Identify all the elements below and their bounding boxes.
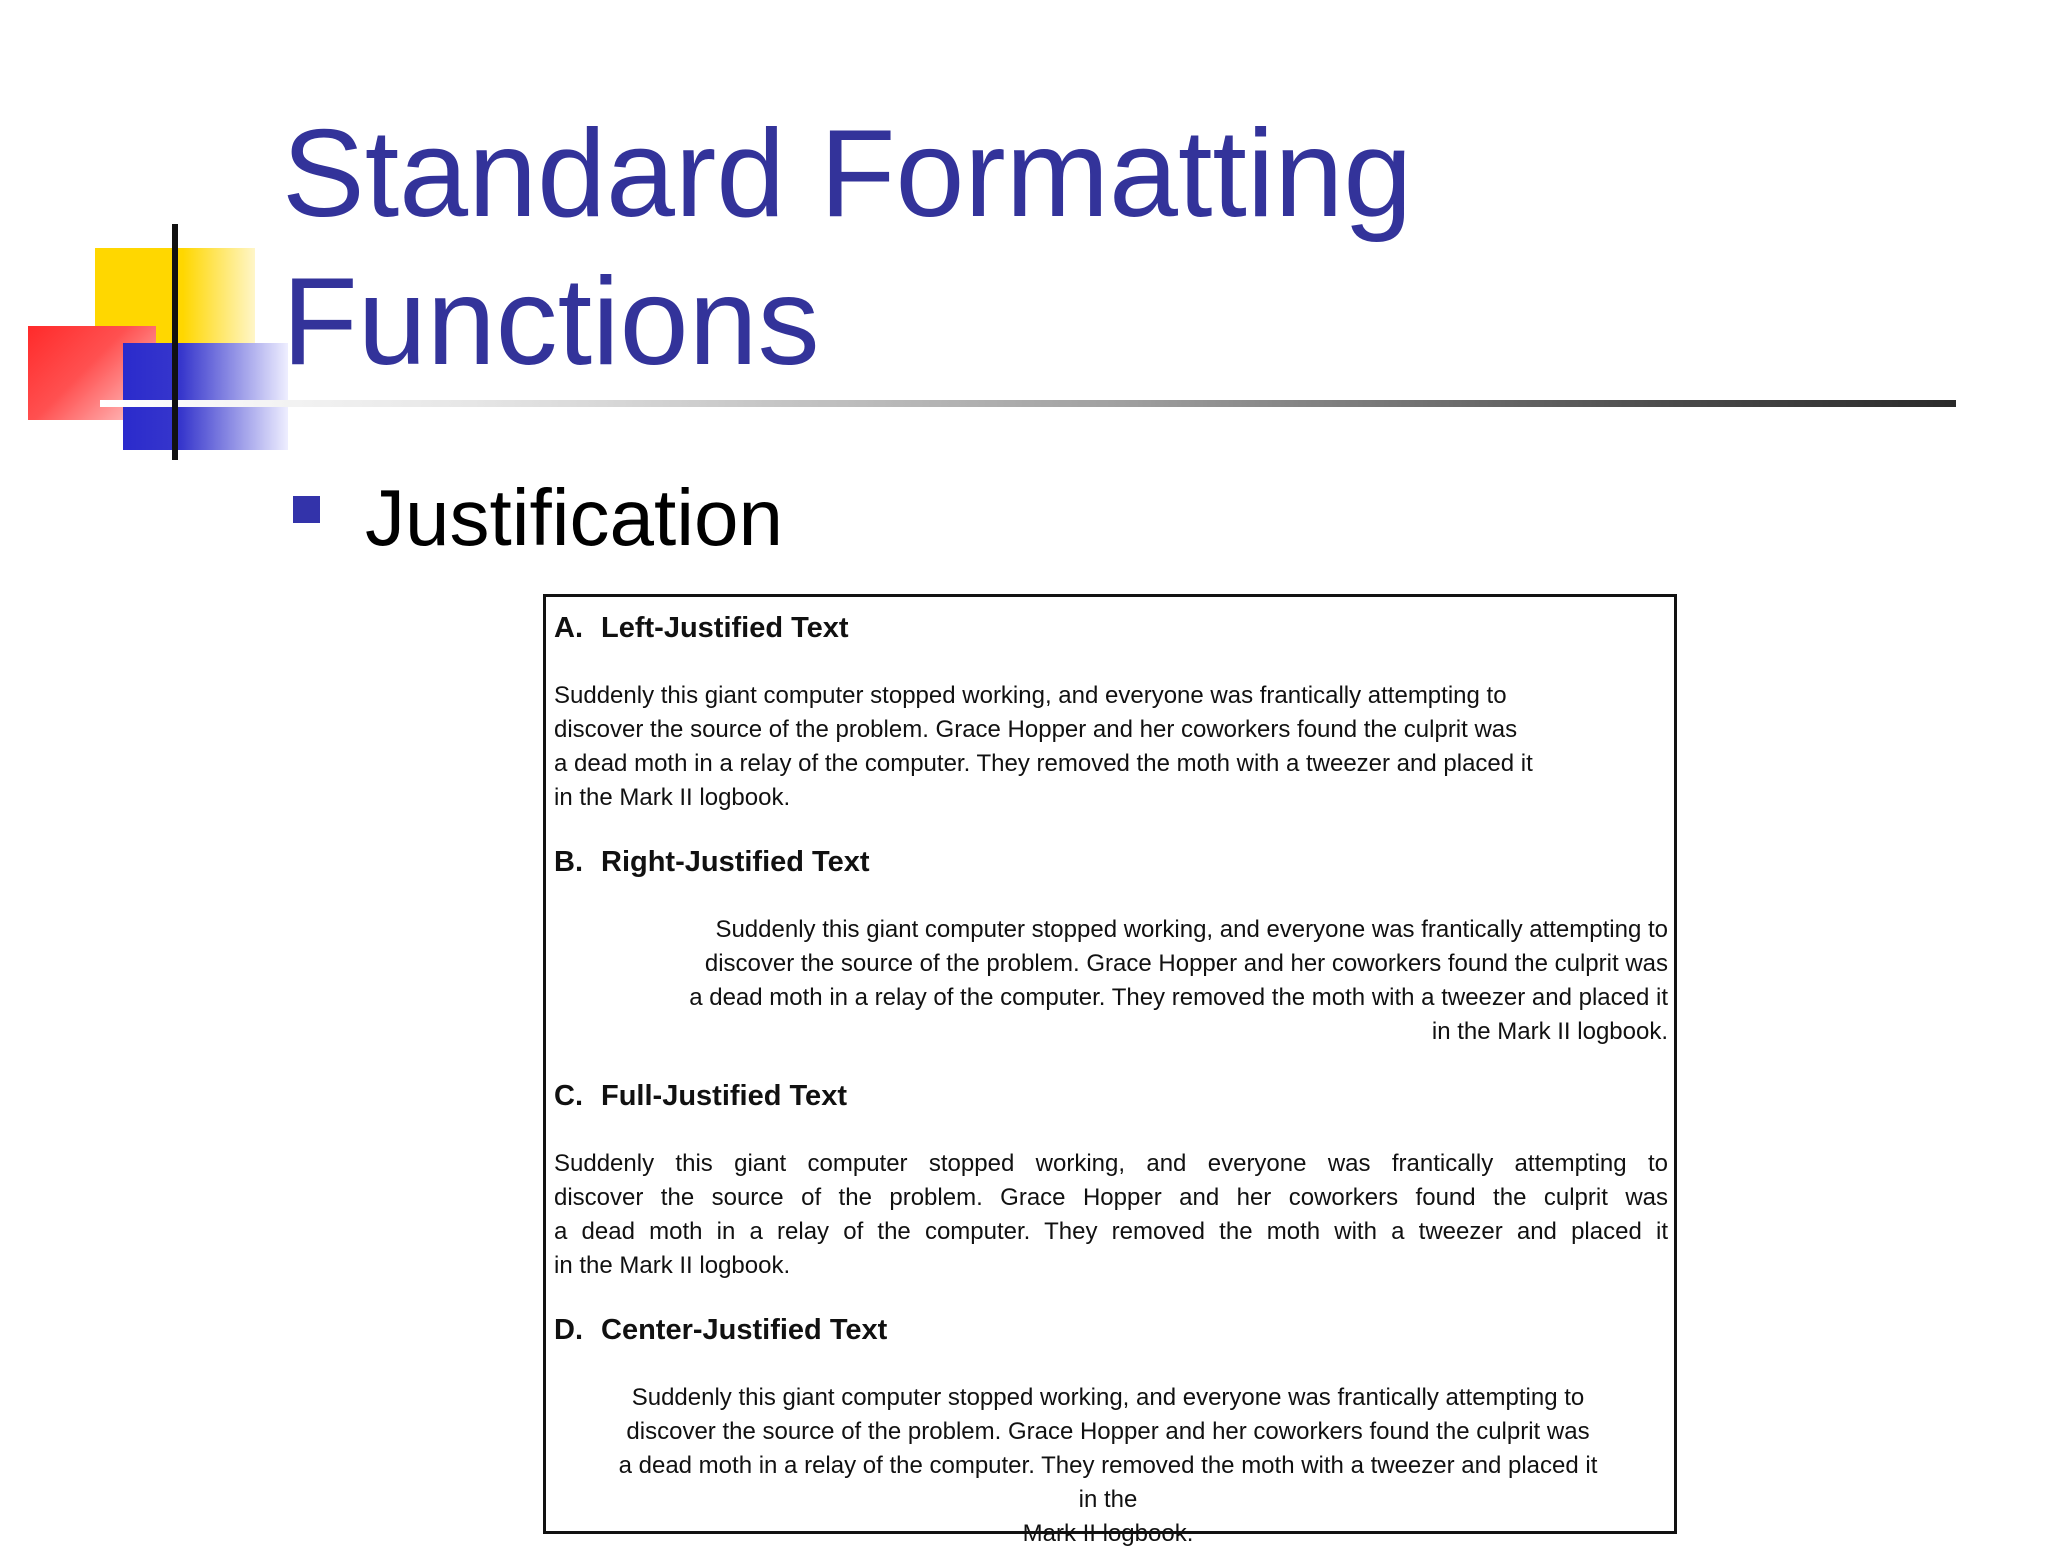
section-a-line: a dead moth in a relay of the computer. They removed the moth with a tweezer and placed it: [554, 750, 1533, 777]
section-b-paragraph: [554, 913, 1668, 1049]
title-underline-rule: [100, 400, 1956, 407]
section-c-letter: C.: [554, 1080, 583, 1112]
section-a-heading: [554, 611, 849, 645]
section-b-line: a dead moth in a relay of the computer. They removed the moth with a tweezer and placed it: [689, 984, 1668, 1011]
section-d-paragraph: [554, 1381, 1662, 1551]
section-b-line: in the Mark II logbook.: [1431, 1018, 1668, 1045]
section-d-line: Mark II logbook.: [1022, 1520, 1194, 1547]
section-b-line: Suddenly this giant computer stopped working, and everyone was frantically attempting to: [715, 916, 1668, 943]
bullet-justification: Justification: [365, 473, 783, 562]
section-a-title: Left-Justified Text: [601, 612, 849, 644]
section-d-letter: D.: [554, 1314, 583, 1346]
section-a-letter: A.: [554, 612, 583, 644]
section-a-line: Suddenly this giant computer stopped working, and everyone was frantically attempting to: [554, 682, 1507, 709]
section-c-line: a dead moth in a relay of the computer. They removed the moth with a tweezer and placed it: [554, 1218, 1668, 1245]
section-c-heading: [554, 1079, 847, 1113]
section-a-line: in the Mark II logbook.: [554, 784, 791, 811]
section-a-paragraph: [554, 679, 1669, 815]
decorative-blue-square: [123, 343, 288, 450]
section-d-line: a dead moth in a relay of the computer. They removed the moth with a tweezer and placed it: [618, 1452, 1598, 1479]
section-b-letter: B.: [554, 846, 583, 878]
section-a-line: discover the source of the problem. Grace Hopper and her coworkers found the culprit was: [554, 716, 1518, 743]
section-c-title: Full-Justified Text: [601, 1080, 847, 1112]
section-b-title: Right-Justified Text: [601, 846, 870, 878]
section-c-line: Suddenly this giant computer stopped working, and everyone was frantically attempting to: [554, 1150, 1668, 1177]
slide-title-line-1: Standard Formatting: [282, 105, 1413, 243]
section-d-line: Suddenly this giant computer stopped working, and everyone was frantically attempting to: [631, 1384, 1585, 1411]
section-c-paragraph: [554, 1147, 1668, 1283]
justification-examples-figure: [543, 594, 1677, 1547]
section-d-line: in the: [1078, 1486, 1138, 1513]
slide-title: [282, 100, 1412, 396]
section-d-heading: [554, 1313, 887, 1347]
section-d-line: discover the source of the problem. Grace Hopper and her coworkers found the culprit was: [626, 1418, 1590, 1445]
section-b-heading: [554, 845, 870, 879]
section-c-line: discover the source of the problem. Grace Hopper and her coworkers found the culprit was: [554, 1184, 1668, 1211]
bullet-square-icon: [293, 496, 320, 523]
decorative-vertical-line: [172, 224, 178, 460]
section-c-line: in the Mark II logbook.: [554, 1252, 791, 1279]
section-d-title: Center-Justified Text: [601, 1314, 888, 1346]
slide-title-line-2: Functions: [282, 253, 820, 391]
section-b-line: discover the source of the problem. Grace Hopper and her coworkers found the culprit was: [704, 950, 1668, 977]
